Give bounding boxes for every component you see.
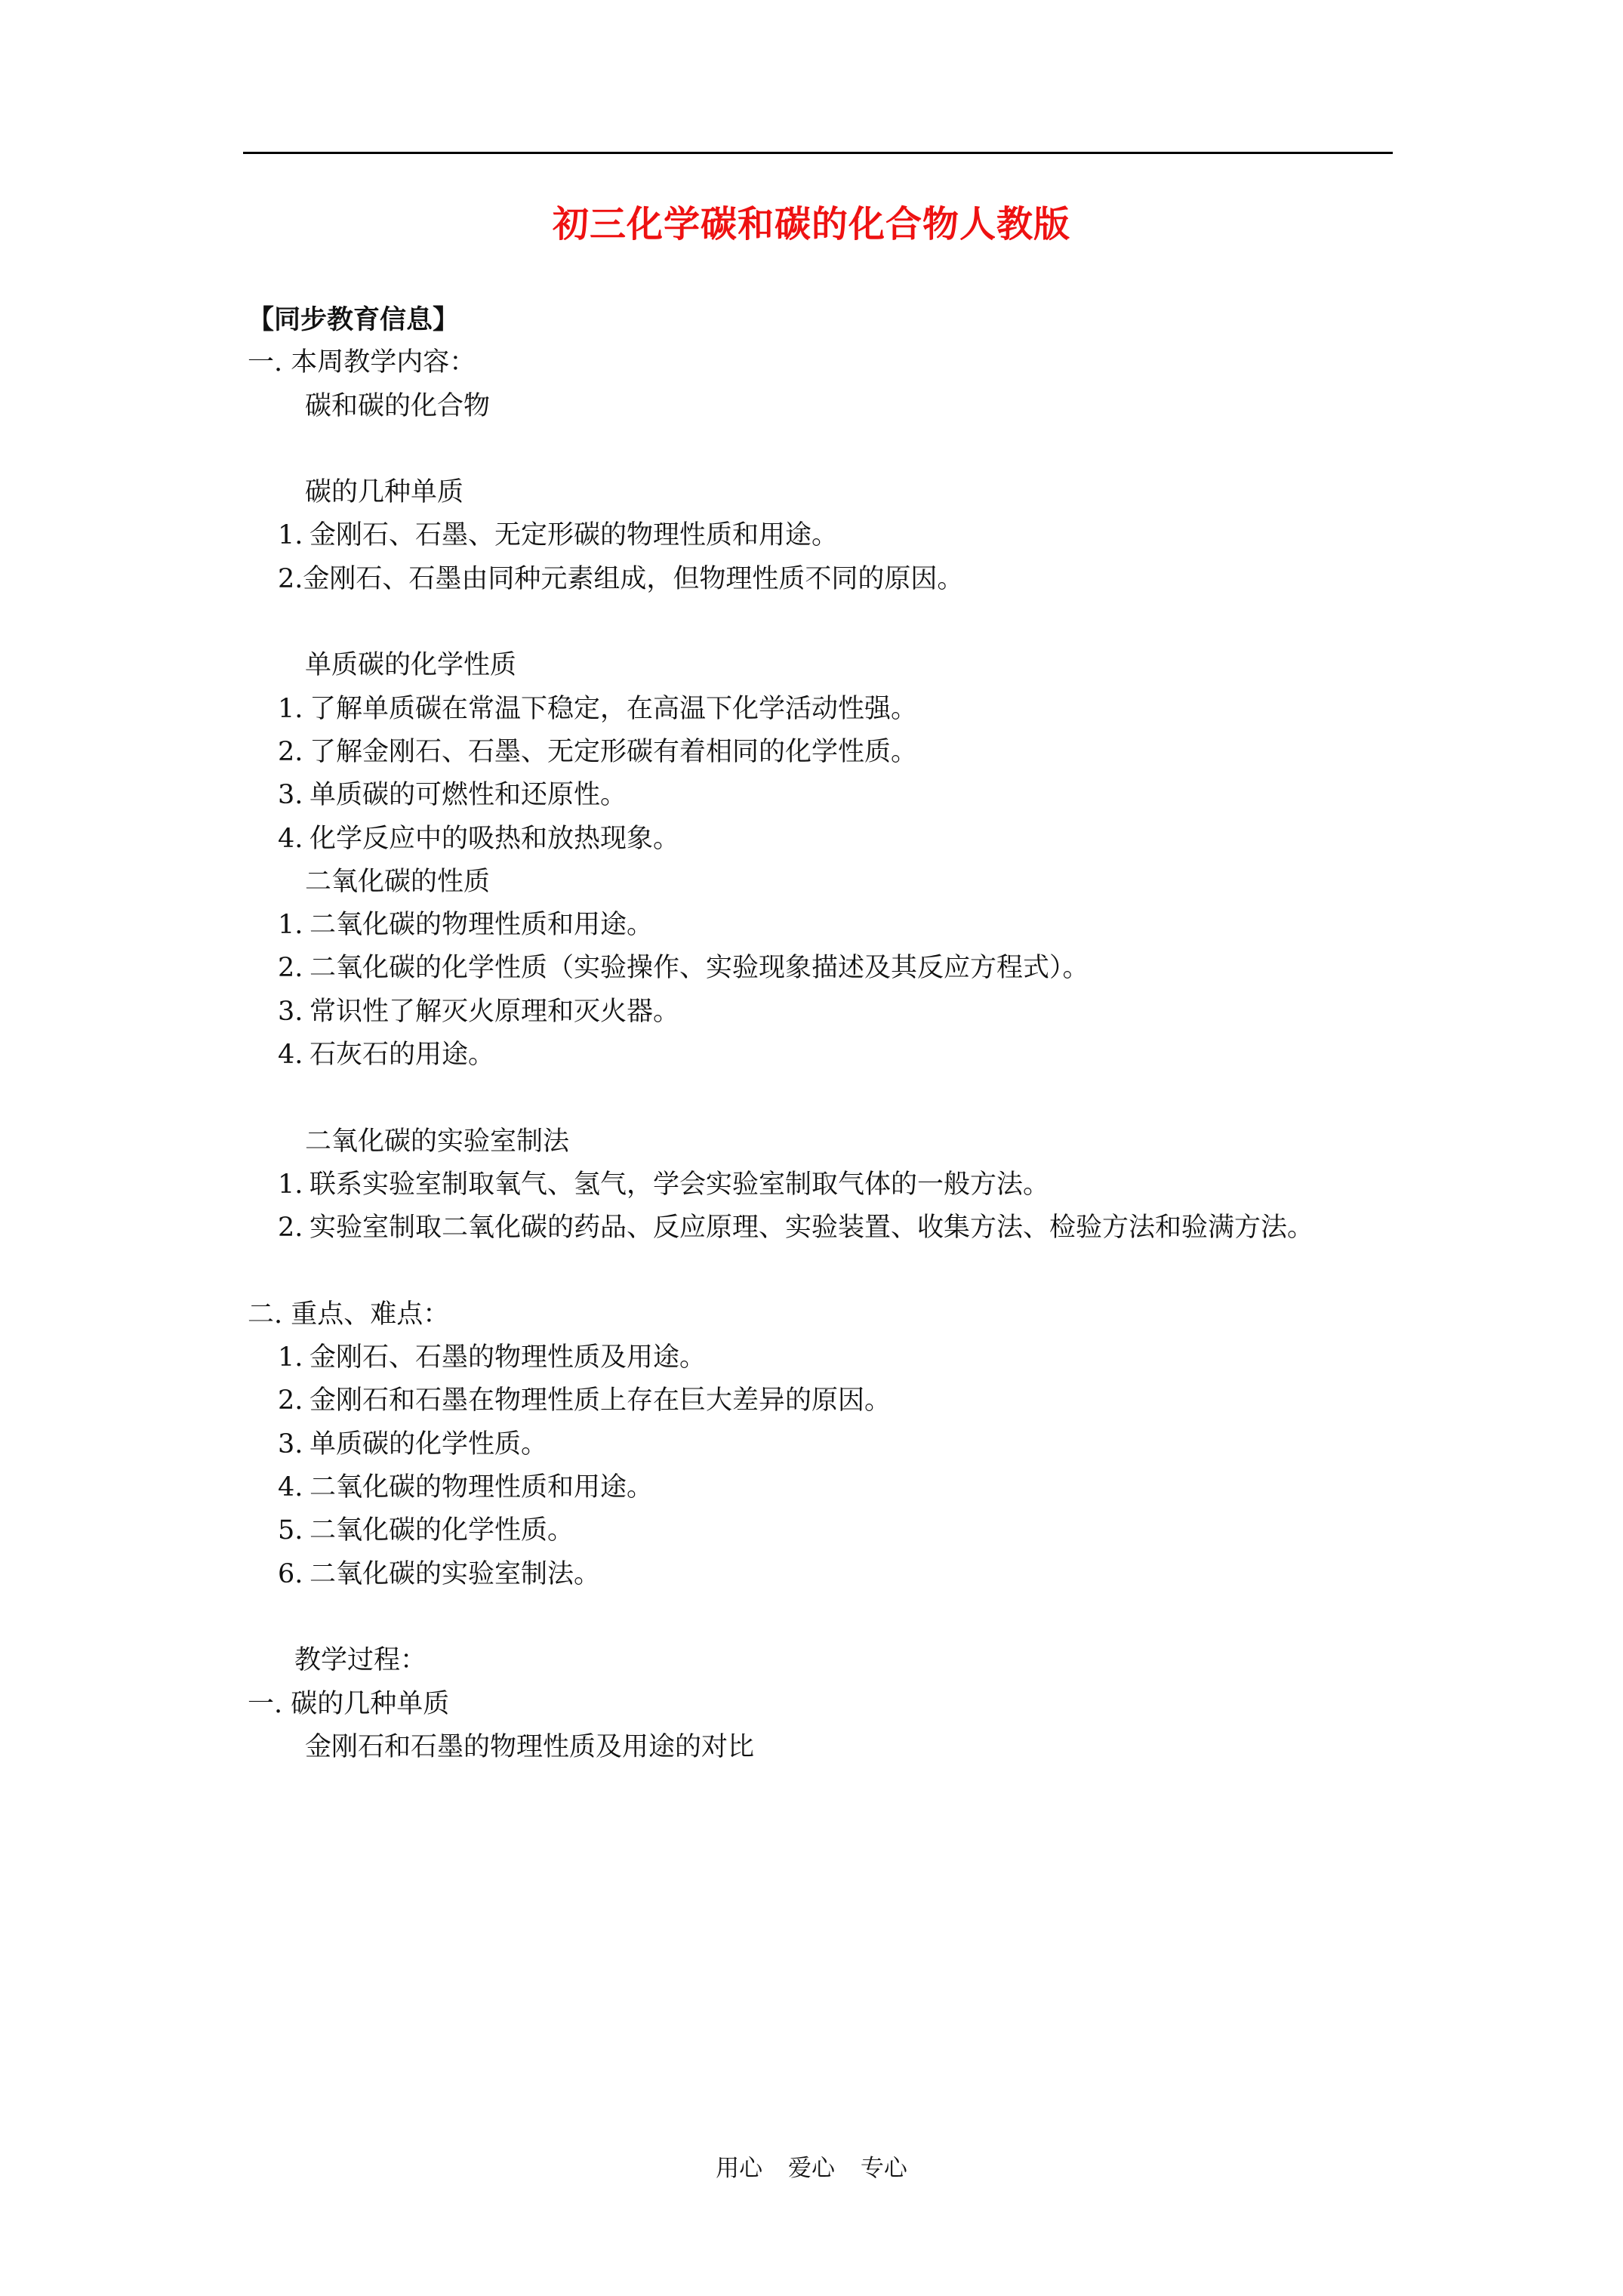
group-heading: 二氧化碳的性质	[305, 866, 491, 897]
list-item: 3. 单质碳的化学性质。	[278, 1428, 548, 1459]
list-item: 2. 实验室制取二氧化碳的药品、反应原理、实验装置、收集方法、检验方法和验满方法。	[278, 1213, 1314, 1244]
list-item: 4. 二氧化碳的物理性质和用途。	[278, 1472, 654, 1503]
list-item: 1. 了解单质碳在常温下稳定，在高温下化学活动性强。	[278, 693, 918, 724]
list-item: 1. 金刚石、石墨的物理性质及用途。	[278, 1342, 707, 1373]
list-item: 1. 联系实验室制取氧气、氢气，学会实验室制取气体的一般方法。	[278, 1169, 1050, 1200]
group-heading: 碳的几种单质	[305, 477, 464, 508]
document-body	[248, 298, 1410, 1769]
list-item: 3. 单质碳的可燃性和还原性。	[278, 780, 627, 811]
list-item: 2. 二氧化碳的化学性质（实验操作、实验现象描述及其反应方程式）。	[278, 953, 1089, 984]
list-item: 1. 金刚石、石墨、无定形碳的物理性质和用途。	[278, 520, 839, 551]
list-item: 2. 了解金刚石、石墨、无定形碳有着相同的化学性质。	[278, 736, 918, 767]
list-item: 2. 金刚石和石墨在物理性质上存在巨大差异的原因。	[278, 1385, 892, 1416]
list-item: 2.金刚石、石墨由同种元素组成，但物理性质不同的原因。	[278, 563, 964, 594]
week-topic: 碳和碳的化合物	[305, 390, 491, 421]
page-footer	[0, 2149, 1623, 2183]
list-item: 1. 二氧化碳的物理性质和用途。	[278, 910, 654, 941]
process-sub: 金刚石和石墨的物理性质及用途的对比	[305, 1731, 755, 1762]
group-heading: 单质碳的化学性质	[305, 650, 517, 681]
section-tag: 【同步教育信息】	[248, 304, 460, 335]
list-item: 3. 常识性了解灭火原理和灭火器。	[278, 996, 680, 1027]
list-item: 4. 化学反应中的吸热和放热现象。	[278, 823, 680, 854]
key-points-label: 二. 重点、难点：	[248, 1299, 450, 1330]
footer-word: 爱心	[788, 2155, 835, 2182]
list-item: 4. 石灰石的用途。	[278, 1040, 495, 1071]
week-content-label: 一. 本周教学内容：	[248, 347, 476, 378]
list-item: 6. 二氧化碳的实验室制法。	[278, 1558, 601, 1589]
process-section: 一. 碳的几种单质	[248, 1688, 450, 1719]
document-title: 初三化学碳和碳的化合物人教版	[552, 203, 1070, 245]
process-label: 教学过程：	[294, 1645, 427, 1676]
header-rule	[243, 152, 1393, 154]
list-item: 5. 二氧化碳的化学性质。	[278, 1515, 574, 1546]
footer-word: 用心	[716, 2155, 763, 2182]
group-heading: 二氧化碳的实验室制法	[305, 1126, 570, 1157]
footer-word: 专心	[860, 2155, 907, 2182]
